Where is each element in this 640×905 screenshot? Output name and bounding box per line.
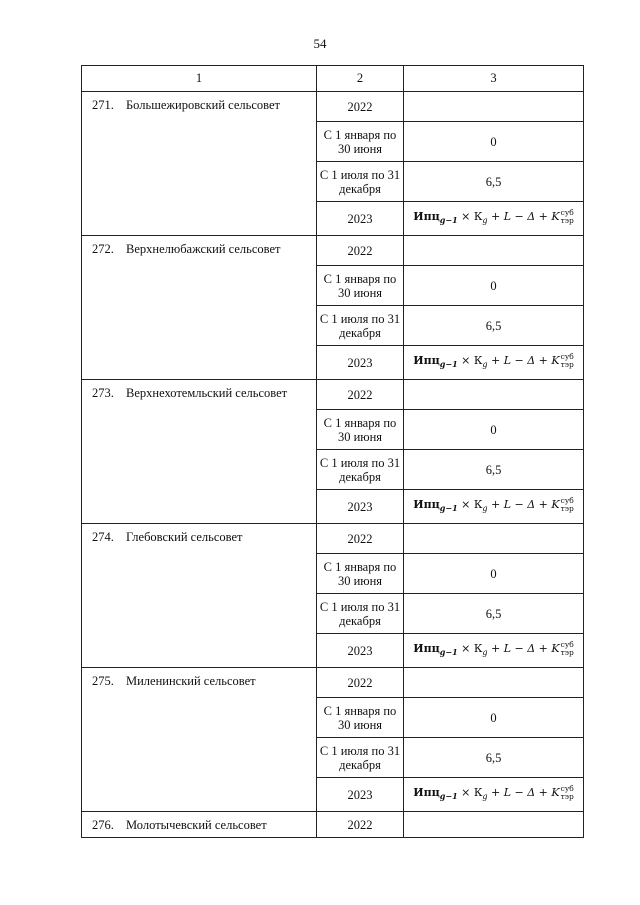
municipality-name: Верхнехотемльский сельсовет [126,386,288,400]
value-cell: 6,5 [404,594,584,634]
value-cell [404,490,584,524]
formula-k-supsub [561,353,574,369]
formula-k: K [551,354,560,367]
formula-k-sup: суб [560,784,574,793]
formula-times: × К [457,786,483,799]
formula-times: × К [457,642,483,655]
period-cell: С 1 января по 30 июня [317,698,404,738]
formula-mid: + L − Δ + [487,210,552,223]
row-number: 271. [92,98,114,112]
value-cell [404,92,584,122]
period-cell: 2023 [317,490,404,524]
column-header-2: 2 [317,66,404,92]
value-cell: 6,5 [404,450,584,490]
value-cell [404,778,584,812]
period-cell: С 1 июля по 31 декабря [317,162,404,202]
formula-k: K [551,210,560,223]
formula-k: K [551,642,560,655]
municipality-cell [82,524,317,668]
formula-k-sub: g [482,792,488,801]
period-cell: 2023 [317,202,404,236]
formula [413,498,574,511]
formula-k-sub2: тэр [560,648,574,657]
value-cell: 6,5 [404,162,584,202]
municipality-name: Молотычевский сельсовет [126,818,267,832]
value-cell [404,346,584,380]
formula-base-sub: g−1 [439,215,458,225]
formula-k-sub2: тэр [560,792,574,801]
formula-times: × К [457,210,483,223]
municipality-cell [82,236,317,380]
period-cell: С 1 января по 30 июня [317,122,404,162]
table-row [82,236,584,266]
municipality-name: Миленинский сельсовет [126,674,256,688]
value-cell: 6,5 [404,306,584,346]
column-header-3: 3 [404,66,584,92]
period-cell: 2023 [317,346,404,380]
value-cell: 0 [404,410,584,450]
formula-base: Ипц [413,786,440,799]
value-cell: 0 [404,266,584,306]
formula [413,642,574,655]
period-cell: С 1 июля по 31 декабря [317,306,404,346]
formula-mid: + L − Δ + [487,354,552,367]
formula-k-sub2: тэр [560,360,574,369]
value-cell: 6,5 [404,738,584,778]
formula-mid: + L − Δ + [487,642,552,655]
formula [413,210,574,223]
formula-k-supsub [561,641,574,657]
formula-k-supsub [561,209,574,225]
formula-k-sup: суб [560,352,574,361]
formula-k-sub2: тэр [560,216,574,225]
period-cell: С 1 июля по 31 декабря [317,738,404,778]
table-row [82,380,584,410]
period-cell: 2022 [317,812,404,838]
formula-k-sub: g [482,216,488,225]
period-cell: 2022 [317,236,404,266]
municipality-cell [82,380,317,524]
formula-base: Ипц [413,210,440,223]
period-cell: 2023 [317,778,404,812]
period-cell: 2023 [317,634,404,668]
formula-k-sub: g [482,360,488,369]
period-cell: 2022 [317,668,404,698]
formula-k-sup: суб [560,208,574,217]
value-cell [404,634,584,668]
period-cell: С 1 июля по 31 декабря [317,594,404,634]
formula-k-sup: суб [560,640,574,649]
formula-k-sub: g [482,648,488,657]
formula-times: × К [457,498,483,511]
data-table [81,65,584,838]
municipality-cell [82,812,317,838]
period-cell: С 1 января по 30 июня [317,410,404,450]
table-row [82,812,584,838]
table-row [82,92,584,122]
municipality-name: Глебовский сельсовет [126,530,243,544]
formula-base-sub: g−1 [439,359,458,369]
period-cell: С 1 января по 30 июня [317,266,404,306]
column-header-1: 1 [82,66,317,92]
period-cell: 2022 [317,92,404,122]
row-number: 273. [92,386,114,400]
value-cell: 0 [404,122,584,162]
formula-mid: + L − Δ + [487,786,552,799]
formula-base-sub: g−1 [439,791,458,801]
row-number: 275. [92,674,114,688]
formula [413,354,574,367]
formula-mid: + L − Δ + [487,498,552,511]
value-cell: 0 [404,554,584,594]
table-row [82,668,584,698]
row-number: 276. [92,818,114,832]
period-cell: С 1 января по 30 июня [317,554,404,594]
period-cell: 2022 [317,524,404,554]
formula-k: K [551,786,560,799]
municipality-name: Большежировский сельсовет [126,98,280,112]
formula [413,786,574,799]
formula-base-sub: g−1 [439,647,458,657]
header-row [82,66,584,92]
value-cell [404,524,584,554]
period-cell: С 1 июля по 31 декабря [317,450,404,490]
value-cell [404,668,584,698]
formula-k-sub: g [482,504,488,513]
formula-k: K [551,498,560,511]
page-number: 54 [313,36,327,51]
period-cell: 2022 [317,380,404,410]
formula-times: × К [457,354,483,367]
row-number: 272. [92,242,114,256]
municipality-name: Верхнелюбажский сельсовет [126,242,281,256]
formula-base: Ипц [413,642,440,655]
formula-k-sub2: тэр [560,504,574,513]
formula-base-sub: g−1 [439,503,458,513]
municipality-cell [82,668,317,812]
value-cell [404,812,584,838]
row-number: 274. [92,530,114,544]
formula-k-sup: суб [560,496,574,505]
formula-k-supsub [561,785,574,801]
municipality-cell [82,92,317,236]
value-cell [404,236,584,266]
formula-base: Ипц [413,498,440,511]
formula-base: Ипц [413,354,440,367]
table-row [82,524,584,554]
formula-k-supsub [561,497,574,513]
value-cell: 0 [404,698,584,738]
value-cell [404,380,584,410]
value-cell [404,202,584,236]
